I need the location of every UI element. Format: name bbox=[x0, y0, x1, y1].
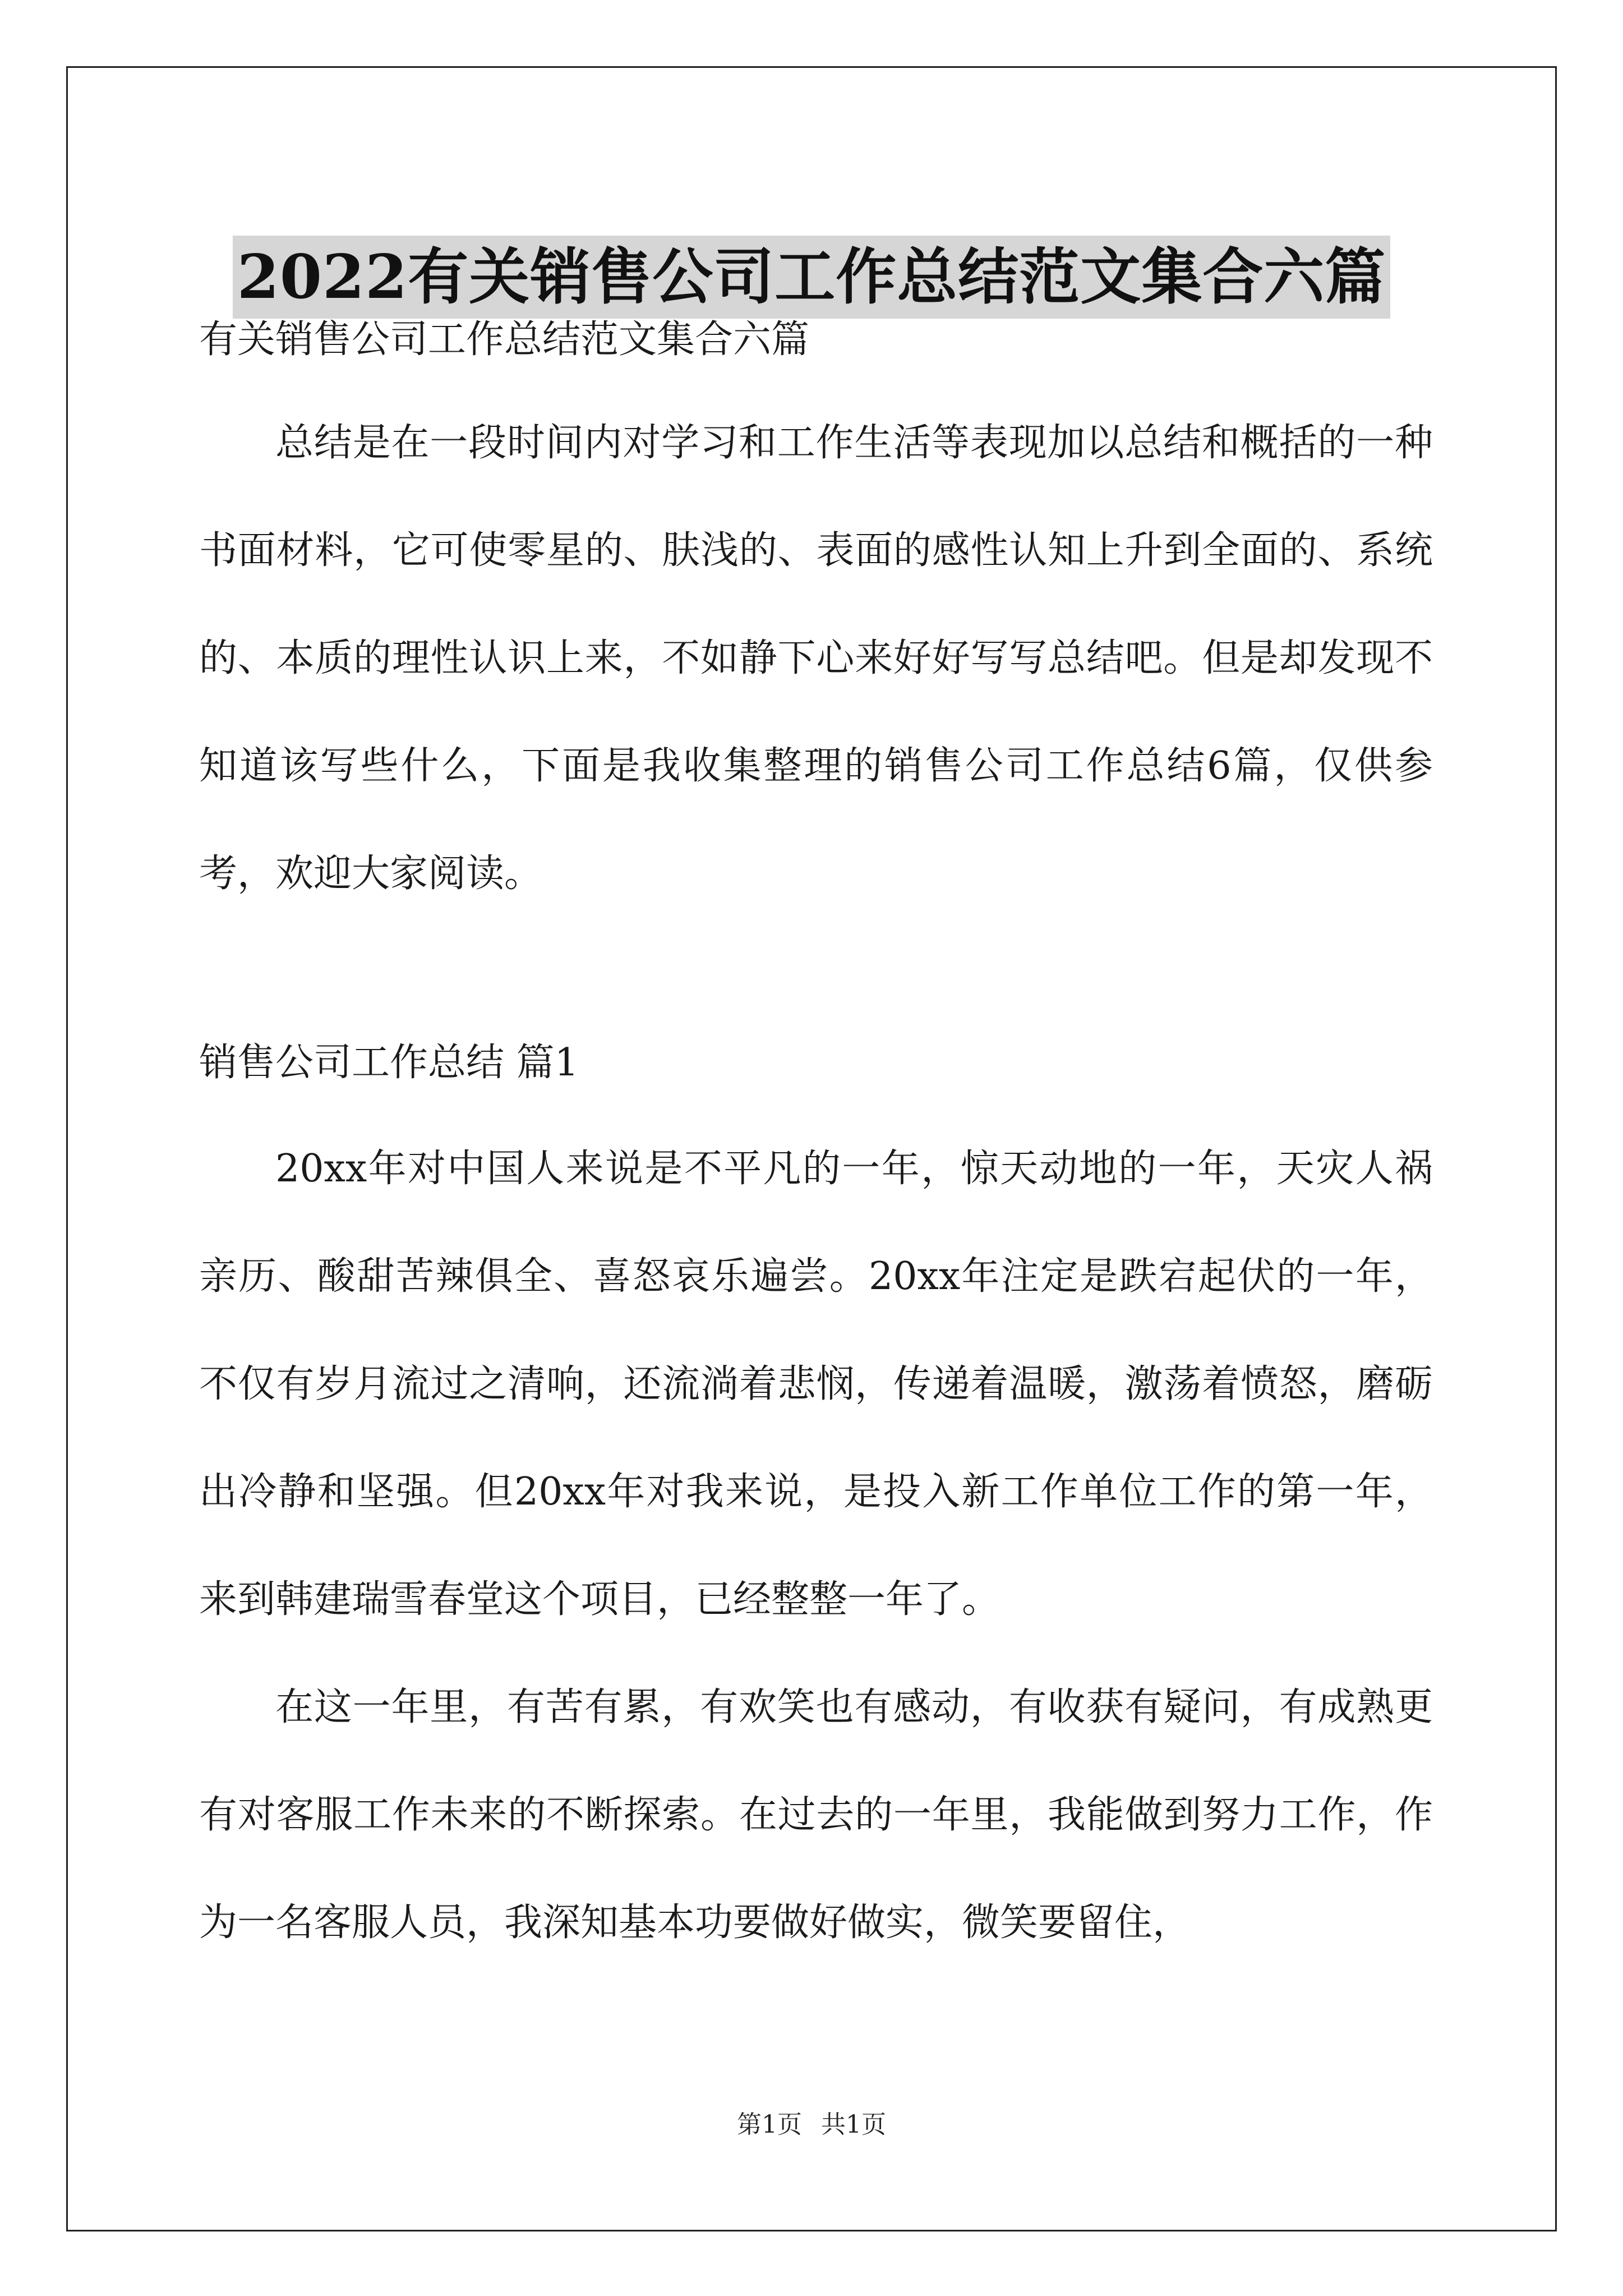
document-subtitle: 有关销售公司工作总结范文集合六篇 bbox=[199, 318, 810, 362]
page-total: 共1页 bbox=[821, 2110, 886, 2139]
section-paragraph: 在这一年里，有苦有累，有欢笑也有感动，有收获有疑问，有成熟更有对客服工作未来的不断探索。在过去的一年里，我能做到努力工作，作为一名客服人员，我深知基本功要做好做实，微笑要留住， bbox=[199, 1685, 1433, 1945]
document-body bbox=[199, 311, 1433, 1977]
document-title: 2022有关销售公司工作总结范文集合六篇 bbox=[233, 236, 1391, 319]
page-number: 第1页 bbox=[737, 2110, 802, 2139]
intro-paragraph: 总结是在一段时间内对学习和工作生活等表现加以总结和概括的一种书面材料，它可使零星的、肤浅的、表面的感性认知上升到全面的、系统的、本质的理性认识上来，不如静下心来好好写写总结吧。但是却发现不知道该写些什么，下面是我收集整理的销售公司工作总结6篇，仅供参考，欢迎大家阅读。 bbox=[199, 421, 1433, 896]
page-footer bbox=[0, 2108, 1623, 2142]
section-heading: 销售公司工作总结 篇1 bbox=[199, 1041, 579, 1085]
section-paragraph: 20xx年对中国人来说是不平凡的一年，惊天动地的一年，天灾人祸亲历、酸甜苦辣俱全、喜怒哀乐遍尝。20xx年注定是跌宕起伏的一年，不仅有岁月流过之清响，还流淌着悲悯，传递着温暖，激荡着愤怒，磨砺出冷静和坚强。但20xx年对我来说，是投入新工作单位工作的第一年，来到韩建瑞雪春堂这个项目，已经整整一年了。 bbox=[199, 1147, 1433, 1622]
